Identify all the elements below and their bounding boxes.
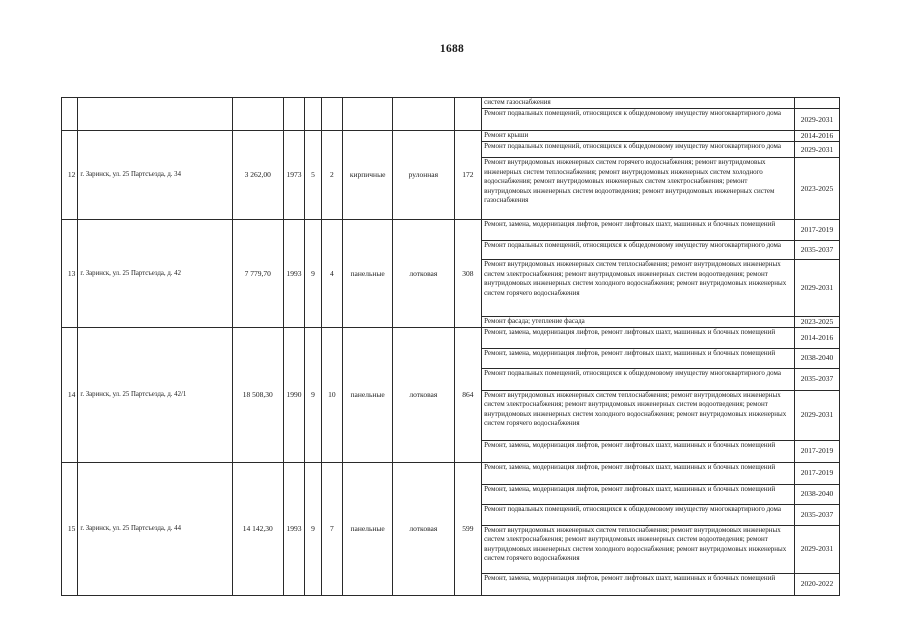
table-row	[62, 220, 840, 241]
cell-work-type: Ремонт крыши	[482, 131, 795, 142]
cell-address: г. Заринск, ул. 25 Партсъезда, д. 44	[78, 462, 232, 595]
cell-wall-material: панельные	[343, 220, 393, 328]
cell-number: 12	[62, 131, 78, 220]
cell-residents: 599	[454, 462, 482, 595]
cell-work-type: Ремонт внутридомовых инженерных систем горячего водоснабжения; ремонт внутридомовых инженерных систем теплоснабжения; ремонт внутридомовых инженерных систем холодного водоснабжения; ремонт внутридомовых инженерных систем электроснабжения; ремонт внутридомовых инженерных систем водоотведения; ремонт внутридомовых инженерных систем газоснабжения	[482, 158, 795, 220]
cell-work-type: Ремонт, замена, модернизация лифтов, ремонт лифтовых шахт, машинных и блочных помещений	[482, 484, 795, 504]
cell-year	[283, 98, 304, 131]
cell-address: г. Заринск, ул. 25 Партсъезда, д. 42/1	[78, 327, 232, 462]
cell-entrances: 4	[321, 220, 342, 328]
cell-entrances: 10	[321, 327, 342, 462]
cell-period: 2014-2016	[794, 131, 839, 142]
table-body	[62, 98, 840, 596]
cell-floors: 9	[305, 462, 321, 595]
cell-work-type: Ремонт внутридомовых инженерных систем теплоснабжения; ремонт внутридомовых инженерных систем электроснабжения; ремонт внутридомовых инженерных систем водоотведения; ремонт внутридомовых инженерных систем холодного водоснабжения; ремонт внутридомовых инженерных систем горячего водоснабжения	[482, 260, 795, 317]
cell-period: 2017-2019	[794, 462, 839, 484]
cell-period: 2038-2040	[794, 348, 839, 368]
cell-area: 7 779,70	[232, 220, 283, 328]
cell-entrances: 2	[321, 131, 342, 220]
cell-period: 2017-2019	[794, 440, 839, 462]
cell-residents	[454, 98, 482, 131]
cell-work-type: Ремонт подвальных помещений, относящихся к общедомовому имуществу многоквартирного дома	[482, 109, 795, 131]
cell-period: 2038-2040	[794, 484, 839, 504]
cell-year: 1990	[283, 327, 304, 462]
cell-work-type: Ремонт подвальных помещений, относящихся к общедомовому имуществу многоквартирного дома	[482, 368, 795, 390]
cell-residents: 864	[454, 327, 482, 462]
table-row	[62, 98, 840, 109]
scan-artifact	[6, 555, 36, 567]
cell-year: 1993	[283, 462, 304, 595]
cell-number	[62, 98, 78, 131]
cell-roof-type: рулонная	[393, 131, 454, 220]
cell-period: 2029-2031	[794, 109, 839, 131]
cell-floors	[305, 98, 321, 131]
cell-work-type: Ремонт подвальных помещений, относящихся к общедомовому имуществу многоквартирного дома	[482, 241, 795, 260]
cell-area: 3 262,00	[232, 131, 283, 220]
cell-wall-material: панельные	[343, 327, 393, 462]
cell-number: 13	[62, 220, 78, 328]
cell-period: 2035-2037	[794, 368, 839, 390]
cell-roof-type: лотковая	[393, 220, 454, 328]
cell-period: 2029-2031	[794, 142, 839, 158]
cell-period: 2017-2019	[794, 220, 839, 241]
cell-year: 1973	[283, 131, 304, 220]
cell-residents: 172	[454, 131, 482, 220]
cell-wall-material	[343, 98, 393, 131]
cell-wall-material: кирпичные	[343, 131, 393, 220]
cell-work-type: Ремонт, замена, модернизация лифтов, ремонт лифтовых шахт, машинных и блочных помещений	[482, 220, 795, 241]
cell-period: 2014-2016	[794, 327, 839, 348]
cell-area	[232, 98, 283, 131]
table-row	[62, 462, 840, 484]
cell-period	[794, 98, 839, 109]
cell-floors: 9	[305, 327, 321, 462]
cell-work-type: Ремонт, замена, модернизация лифтов, ремонт лифтовых шахт, машинных и блочных помещений	[482, 348, 795, 368]
cell-roof-type: лотковая	[393, 462, 454, 595]
cell-floors: 5	[305, 131, 321, 220]
cell-address: г. Заринск, ул. 25 Партсъезда, д. 42	[78, 220, 232, 328]
cell-roof-type	[393, 98, 454, 131]
cell-period: 2020-2022	[794, 573, 839, 595]
table-row	[62, 327, 840, 348]
cell-residents: 308	[454, 220, 482, 328]
cell-period: 2035-2037	[794, 504, 839, 525]
cell-work-type: Ремонт подвальных помещений, относящихся к общедомовому имуществу многоквартирного дома	[482, 142, 795, 158]
cell-roof-type: лотковая	[393, 327, 454, 462]
cell-period: 2023-2025	[794, 317, 839, 328]
cell-period: 2029-2031	[794, 525, 839, 573]
cell-work-type: Ремонт, замена, модернизация лифтов, ремонт лифтовых шахт, машинных и блочных помещений	[482, 327, 795, 348]
cell-entrances: 7	[321, 462, 342, 595]
cell-work-type: Ремонт, замена, модернизация лифтов, ремонт лифтовых шахт, машинных и блочных помещений	[482, 440, 795, 462]
cell-period: 2023-2025	[794, 158, 839, 220]
cell-entrances	[321, 98, 342, 131]
cell-work-type: Ремонт подвальных помещений, относящихся к общедомовому имуществу многоквартирного дома	[482, 504, 795, 525]
cell-area: 18 508,30	[232, 327, 283, 462]
cell-area: 14 142,30	[232, 462, 283, 595]
cell-floors: 9	[305, 220, 321, 328]
capital-repair-table	[61, 97, 840, 596]
cell-work-type: Ремонт фасада; утепление фасада	[482, 317, 795, 328]
cell-work-type: Ремонт, замена, модернизация лифтов, ремонт лифтовых шахт, машинных и блочных помещений	[482, 462, 795, 484]
cell-work-type: Ремонт, замена, модернизация лифтов, ремонт лифтовых шахт, машинных и блочных помещений	[482, 573, 795, 595]
table-row	[62, 131, 840, 142]
cell-period: 2035-2037	[794, 241, 839, 260]
cell-work-type: Ремонт внутридомовых инженерных систем теплоснабжения; ремонт внутридомовых инженерных систем электроснабжения; ремонт внутридомовых инженерных систем водоотведения; ремонт внутридомовых инженерных систем холодного водоснабжения; ремонт внутридомовых инженерных систем горячего водоснабжения	[482, 525, 795, 573]
cell-period: 2029-2031	[794, 390, 839, 440]
cell-work-type: Ремонт внутридомовых инженерных систем теплоснабжения; ремонт внутридомовых инженерных систем электроснабжения; ремонт внутридомовых инженерных систем водоотведения; ремонт внутридомовых инженерных систем холодного водоснабжения; ремонт внутридомовых инженерных систем горячего водоснабжения	[482, 390, 795, 440]
page-number: 1688	[439, 43, 465, 55]
cell-address	[78, 98, 232, 131]
cell-wall-material: панельные	[343, 462, 393, 595]
cell-number: 15	[62, 462, 78, 595]
cell-work-type: систем газоснабжения	[482, 98, 795, 109]
cell-address: г. Заринск, ул. 25 Партсъезда, д. 34	[78, 131, 232, 220]
cell-year: 1993	[283, 220, 304, 328]
cell-period: 2029-2031	[794, 260, 839, 317]
cell-number: 14	[62, 327, 78, 462]
